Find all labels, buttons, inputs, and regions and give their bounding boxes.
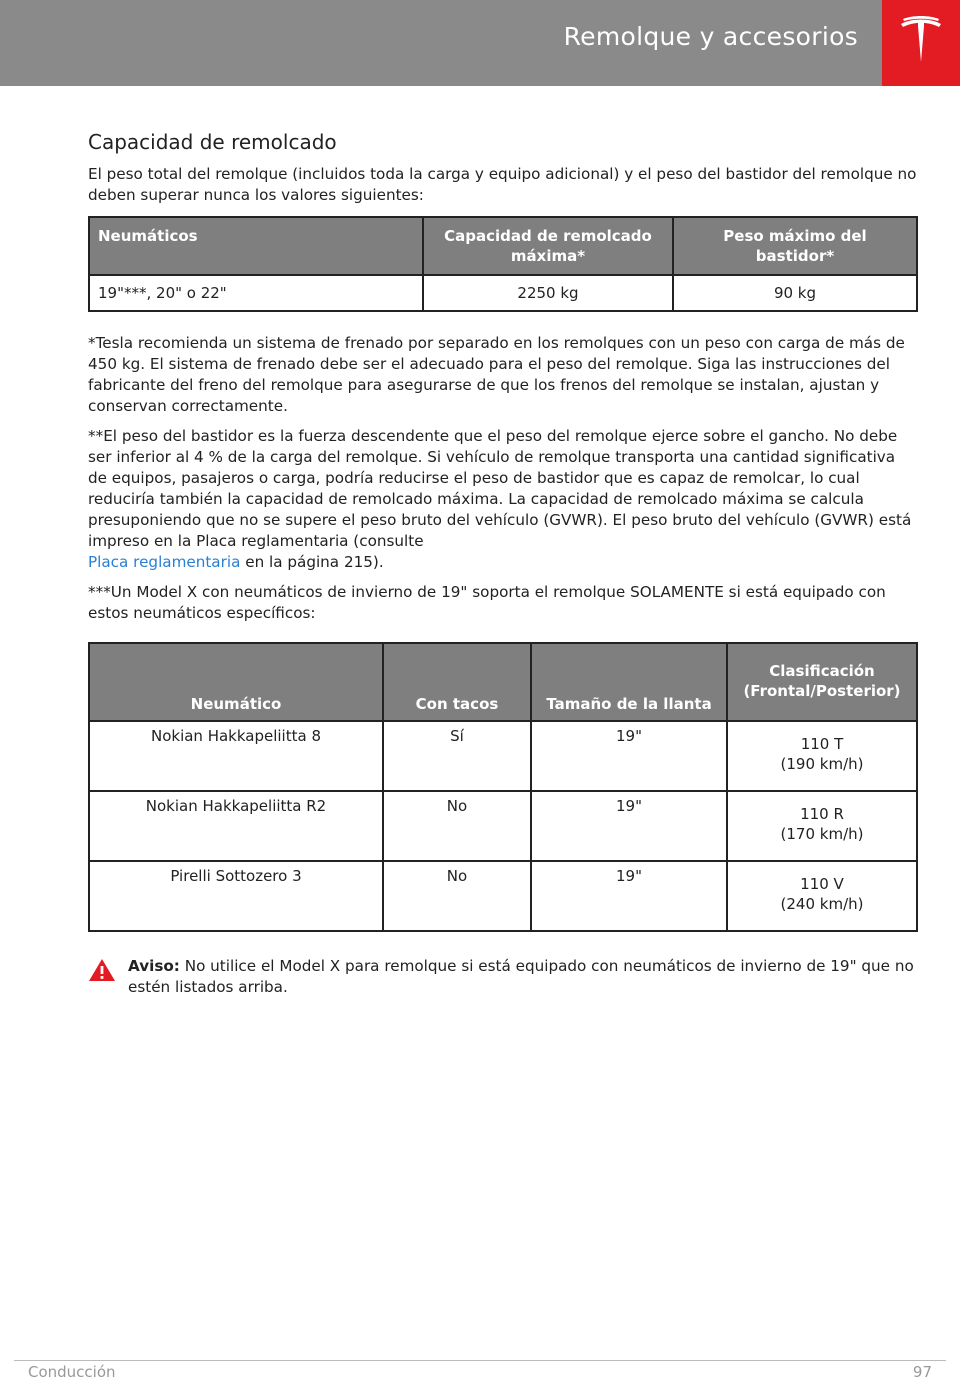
winter-tires-table xyxy=(88,642,918,932)
column-header: Neumático xyxy=(89,643,383,721)
table-cell: 2250 kg xyxy=(423,275,673,311)
table-row xyxy=(89,861,917,931)
table-row xyxy=(89,275,917,311)
footer-section: Conducción xyxy=(28,1363,116,1381)
placa-reglamentaria-link[interactable]: Placa reglamentaria xyxy=(88,553,241,571)
column-header: Tamaño de la llanta xyxy=(531,643,727,721)
column-header: Peso máximo del bastidor* xyxy=(673,217,917,275)
footnote-2-text: **El peso del bastidor es la fuerza descendente que el peso del remolque ejerce sobre el gancho. No debe ser inferior al 4 % de la carga del remolque. Si vehículo de remolque transporta una cantidad significativa de equipos, pasajeros o carga, podría reducirse el peso de bastidor que es capaz de remolcar, lo cual reduciría también la capacidad de remolcado máxima. La capacidad de remolcado máxima se calcula presuponiendo que no se supere el peso bruto del vehículo (GVWR). El peso bruto del vehículo (GVWR) está impreso en la Placa reglamentaria (consulte xyxy=(88,427,912,550)
table-cell: 19" xyxy=(531,791,727,861)
table-header-row xyxy=(89,643,917,721)
tesla-logo-icon xyxy=(899,16,943,66)
table-cell xyxy=(727,791,917,861)
rating-value: 110 T xyxy=(800,735,844,753)
table-cell: No xyxy=(383,791,531,861)
rating-value: 110 V xyxy=(800,875,844,893)
table-cell: 19" xyxy=(531,721,727,791)
brand-logo xyxy=(882,0,960,86)
table-header-row xyxy=(89,217,917,275)
column-header: Con tacos xyxy=(383,643,531,721)
table-cell: 19"***, 20" o 22" xyxy=(89,275,423,311)
table-row xyxy=(89,791,917,861)
section-title: Capacidad de remolcado xyxy=(88,130,337,154)
speed-value: (190 km/h) xyxy=(780,755,864,773)
table-cell: Nokian Hakkapeliitta 8 xyxy=(89,721,383,791)
table-cell xyxy=(727,721,917,791)
intro-paragraph: El peso total del remolque (incluidos toda la carga y equipo adicional) y el peso del bastidor del remolque no deben superar nunca los valores siguientes: xyxy=(88,165,917,204)
main-content xyxy=(88,130,918,998)
table-cell: 19" xyxy=(531,861,727,931)
warning-notice xyxy=(88,956,918,998)
footer-divider xyxy=(14,1360,946,1361)
speed-value: (170 km/h) xyxy=(780,825,864,843)
footnote-2 xyxy=(88,426,918,573)
warning-triangle-icon xyxy=(88,958,116,982)
page-header xyxy=(0,0,960,86)
footnote-3: ***Un Model X con neumáticos de invierno de 19" soporta el remolque SOLAMENTE si está equipado con estos neumáticos específicos: xyxy=(88,583,886,622)
page-number: 97 xyxy=(912,1363,932,1381)
table-row xyxy=(89,721,917,791)
footnote-2-end: en la página 215). xyxy=(245,553,384,571)
column-header: Capacidad de remolcado máxima* xyxy=(423,217,673,275)
rating-value: 110 R xyxy=(800,805,844,823)
warning-label: Aviso: xyxy=(128,957,180,975)
page-header-title: Remolque y accesorios xyxy=(563,22,858,51)
warning-text: No utilice el Model X para remolque si está equipado con neumáticos de invierno de 19" que no estén listados arriba. xyxy=(128,957,914,996)
table-cell: Nokian Hakkapeliitta R2 xyxy=(89,791,383,861)
table-cell: Pirelli Sottozero 3 xyxy=(89,861,383,931)
table-cell: No xyxy=(383,861,531,931)
towing-capacity-table xyxy=(88,216,918,312)
column-header: Clasificación (Frontal/Posterior) xyxy=(727,643,917,721)
speed-value: (240 km/h) xyxy=(780,895,864,913)
table-cell: Sí xyxy=(383,721,531,791)
table-cell xyxy=(727,861,917,931)
column-header: Neumáticos xyxy=(89,217,423,275)
footnote-1: *Tesla recomienda un sistema de frenado por separado en los remolques con un peso con carga de más de 450 kg. El sistema de frenado debe ser el adecuado para el peso del remolque. Siga las instrucciones del fabricante del freno del remolque para asegurarse de que los frenos del remolque se instalan, ajustan y conservan correctamente. xyxy=(88,334,905,415)
table-cell: 90 kg xyxy=(673,275,917,311)
